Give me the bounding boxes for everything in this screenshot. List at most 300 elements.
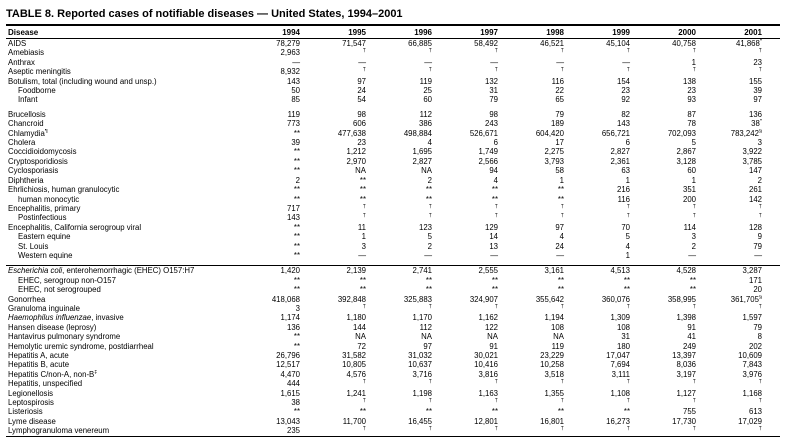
value-cell: 1,398 — [676, 313, 696, 323]
value-cell: 355,642 — [535, 294, 564, 304]
value-cell: 97 — [555, 222, 564, 232]
value-cell: 10,258 — [540, 360, 564, 370]
value-cell: 2 — [691, 241, 696, 251]
value-cell: 8,932 — [280, 67, 300, 77]
disease-cell: Brucellosis — [8, 109, 46, 119]
value-cell: † — [758, 426, 762, 432]
header-row — [6, 26, 780, 39]
disease-cell: Hantavirus pulmonary syndrome — [8, 332, 121, 342]
value-cell: 63 — [621, 166, 630, 176]
value-cell: 10,805 — [342, 360, 366, 370]
value-cell: 1,241 — [346, 388, 366, 398]
value-cell: † — [758, 398, 762, 404]
value-cell: 31,032 — [408, 351, 432, 360]
value-cell: 1,355 — [544, 388, 564, 398]
table-row — [6, 195, 780, 204]
value-cell: 2,963 — [280, 48, 300, 58]
value-cell: ** — [293, 250, 300, 260]
disease-cell: Foodborne — [18, 86, 56, 96]
table-row — [6, 86, 780, 95]
value-cell: 5 — [691, 138, 696, 148]
disease-cell: Listeriosis — [8, 407, 43, 417]
value-cell: 40,758 — [672, 39, 696, 48]
value-cell: 46,521 — [540, 39, 564, 48]
value-cell: † — [494, 203, 498, 210]
value-cell: ** — [491, 407, 498, 417]
value-cell: † — [626, 67, 630, 73]
value-cell: 2,275 — [544, 147, 564, 157]
value-cell: ** — [557, 185, 564, 195]
value-cell: 3,793 — [544, 156, 564, 166]
value-cell: ** — [623, 285, 630, 295]
value-cell: ** — [491, 185, 498, 195]
disease-cell: Eastern equine — [18, 232, 71, 242]
table-row — [6, 119, 780, 128]
value-cell: † — [428, 213, 432, 219]
value-cell: 216 — [616, 185, 630, 195]
value-cell: — — [688, 250, 696, 260]
disease-cell: Diphtheria — [8, 175, 44, 185]
value-cell: 1,127 — [676, 388, 696, 398]
value-cell: NA — [487, 332, 498, 342]
value-cell: † — [362, 398, 366, 404]
disease-cell: Leptospirosis — [8, 398, 54, 408]
table-row — [6, 426, 780, 436]
value-cell: † — [494, 379, 498, 385]
value-cell: 202 — [748, 341, 762, 351]
value-cell: 10,416 — [474, 360, 498, 370]
table-row — [6, 166, 780, 175]
value-cell: 3,922 — [742, 147, 762, 157]
value-cell: 4,513 — [582, 266, 648, 276]
value-cell: 112 — [419, 109, 432, 119]
disease-cell: Cholera — [8, 138, 36, 148]
disease-cell: Lymphogranuloma venereum — [8, 426, 110, 436]
value-cell: 13 — [489, 241, 498, 251]
value-cell: 2 — [295, 175, 300, 185]
value-cell: 119 — [551, 341, 564, 351]
disease-cell: Coccidioidomycosis — [8, 147, 77, 157]
value-cell: † — [692, 426, 696, 432]
value-cell: 136 — [748, 109, 762, 119]
value-cell: 143 — [286, 213, 300, 223]
value-cell: 4 — [559, 232, 564, 242]
value-cell: ** — [623, 275, 630, 285]
disease-cell: Postinfectious — [18, 213, 67, 223]
value-cell: 147 — [748, 166, 762, 176]
table-row — [6, 95, 780, 104]
value-cell: ** — [293, 185, 300, 195]
value-cell: 11,700 — [342, 416, 366, 426]
value-cell: 3 — [361, 241, 366, 251]
value-cell: — — [622, 57, 630, 67]
value-cell: 604,420 — [535, 128, 564, 138]
value-cell: ** — [557, 407, 564, 417]
value-cell: 155 — [748, 76, 762, 86]
value-cell: 38* — [751, 119, 762, 129]
value-cell: † — [494, 213, 498, 219]
value-cell: 79 — [555, 109, 564, 119]
value-cell: 16,455 — [408, 416, 432, 426]
value-cell: † — [758, 213, 762, 219]
value-cell: † — [758, 48, 762, 54]
value-cell: 351 — [682, 185, 696, 195]
value-cell: 25 — [423, 86, 432, 96]
value-cell: 1,615 — [280, 388, 300, 398]
value-cell: 2,827 — [610, 147, 630, 157]
disease-cell: Anthrax — [8, 57, 35, 67]
table-row — [6, 389, 780, 398]
value-cell: ** — [293, 341, 300, 351]
value-cell: 132 — [484, 76, 498, 86]
value-cell: 324,907 — [469, 294, 498, 304]
value-cell: 13,043 — [276, 416, 300, 426]
value-cell: 136 — [286, 322, 300, 332]
value-cell: † — [494, 303, 498, 310]
value-cell: 79 — [753, 241, 762, 251]
value-cell: 142 — [748, 194, 762, 204]
value-cell: † — [428, 303, 432, 310]
value-cell: 243 — [484, 119, 498, 129]
value-cell: 23 — [621, 86, 630, 96]
value-cell: 12,801 — [474, 416, 498, 426]
year-column-header: 1994 — [252, 26, 318, 39]
value-cell: 143 — [286, 76, 300, 86]
value-cell: 31,582 — [342, 351, 366, 360]
value-cell: 24 — [555, 241, 564, 251]
value-cell: † — [428, 48, 432, 54]
value-cell: 79 — [489, 95, 498, 105]
value-cell: 171 — [748, 275, 762, 285]
value-cell: 8 — [757, 332, 762, 342]
value-cell: 4 — [427, 138, 432, 148]
value-cell: ** — [425, 285, 432, 295]
value-cell: 98 — [357, 109, 366, 119]
table-row — [6, 77, 780, 86]
table-row — [6, 213, 780, 222]
value-cell: 45,104 — [606, 39, 630, 48]
value-cell: 11 — [357, 222, 366, 232]
value-cell: 4 — [625, 241, 630, 251]
value-cell: 4,528 — [648, 266, 714, 276]
value-cell: 97 — [357, 76, 366, 86]
value-cell: 2 — [427, 241, 432, 251]
disease-cell: Encephalitis, California serogroup viral — [8, 222, 142, 232]
value-cell: † — [362, 213, 366, 219]
value-cell: 97 — [423, 341, 432, 351]
value-cell: ** — [425, 185, 432, 195]
value-cell: 119 — [287, 109, 300, 119]
value-cell: 2 — [427, 175, 432, 185]
disease-cell: Hepatitis A, acute — [8, 351, 69, 360]
value-cell: 755 — [682, 407, 696, 417]
year-column-header: 2000 — [648, 26, 714, 39]
value-cell: 94 — [489, 166, 498, 176]
value-cell: 82 — [621, 109, 630, 119]
value-cell: 39 — [753, 86, 762, 96]
value-cell: † — [560, 67, 564, 73]
value-cell: 7,694 — [610, 360, 630, 370]
value-cell: 70 — [621, 222, 630, 232]
value-cell: † — [560, 48, 564, 54]
value-cell: 38 — [291, 398, 300, 408]
value-cell: 154 — [616, 76, 630, 86]
value-cell: 30,021 — [474, 351, 498, 360]
table-row — [6, 251, 780, 260]
table-row — [6, 129, 780, 138]
value-cell: † — [494, 67, 498, 73]
value-cell: 361,705§ — [730, 294, 762, 304]
value-cell: 92 — [621, 95, 630, 105]
table-row — [6, 232, 780, 241]
disease-cell: Chancroid — [8, 119, 44, 129]
value-cell: 1 — [625, 250, 630, 260]
value-cell: 1,309 — [610, 313, 630, 323]
year-column-header: 1997 — [450, 26, 516, 39]
value-cell: 144 — [352, 322, 366, 332]
value-cell: 360,076 — [601, 294, 630, 304]
value-cell: † — [560, 426, 564, 432]
value-cell: ** — [293, 222, 300, 232]
value-cell: † — [626, 379, 630, 385]
value-cell: — — [556, 57, 564, 67]
value-cell: † — [362, 426, 366, 432]
value-cell: 91 — [489, 341, 498, 351]
value-cell: 16,273 — [606, 416, 630, 426]
value-cell: † — [560, 379, 564, 385]
value-cell: 4,470 — [280, 369, 300, 379]
value-cell: 97 — [753, 95, 762, 105]
value-cell: 3,976 — [742, 369, 762, 379]
value-cell: 358,995 — [667, 294, 696, 304]
value-cell: 122 — [484, 322, 498, 332]
value-cell: † — [428, 398, 432, 404]
table-row — [6, 266, 780, 276]
value-cell: — — [490, 57, 498, 67]
value-cell: ** — [491, 285, 498, 295]
value-cell: NA — [355, 332, 366, 342]
value-cell: 114 — [683, 222, 696, 232]
value-cell: ** — [359, 285, 366, 295]
value-cell: ** — [623, 407, 630, 417]
table-row — [6, 276, 780, 285]
value-cell: 3,785 — [742, 156, 762, 166]
value-cell: † — [494, 48, 498, 54]
value-cell: 58 — [555, 166, 564, 176]
value-cell: 138 — [682, 76, 696, 86]
value-cell: 3,161 — [516, 266, 582, 276]
disease-cell: Encephalitis, primary — [8, 203, 81, 213]
value-cell: 702,093 — [667, 128, 696, 138]
value-cell: 2,139 — [318, 266, 384, 276]
value-cell: 24 — [357, 86, 366, 96]
year-column-header: 1999 — [582, 26, 648, 39]
value-cell: ** — [557, 194, 564, 204]
value-cell: ** — [359, 185, 366, 195]
value-cell: 1 — [559, 175, 564, 185]
table-row — [6, 323, 780, 332]
value-cell: 3,287 — [714, 266, 780, 276]
value-cell: 249 — [682, 341, 696, 351]
value-cell: 526,671 — [469, 128, 498, 138]
value-cell: 14 — [489, 232, 498, 242]
value-cell: † — [494, 426, 498, 432]
value-cell: 189 — [550, 119, 564, 129]
value-cell: † — [626, 203, 630, 210]
value-cell: 1 — [361, 232, 366, 242]
value-cell: † — [758, 379, 762, 385]
value-cell: NA — [421, 332, 432, 342]
value-cell: ** — [293, 128, 300, 138]
value-cell: ** — [359, 175, 366, 185]
value-cell: 50 — [291, 86, 300, 96]
disease-cell: EHEC, not serogrouped — [18, 285, 101, 295]
value-cell: 13,397 — [672, 351, 696, 360]
value-cell: — — [358, 250, 366, 260]
value-cell: † — [692, 398, 696, 404]
value-cell: 1,168 — [742, 388, 762, 398]
value-cell: 1,749 — [478, 147, 498, 157]
value-cell: 6 — [625, 138, 630, 148]
value-cell: 10,637 — [408, 360, 432, 370]
value-cell: 23 — [357, 138, 366, 148]
value-cell: ** — [293, 275, 300, 285]
value-cell: 1,194 — [544, 313, 564, 323]
value-cell: 23 — [753, 57, 762, 67]
disease-cell: St. Louis — [18, 241, 49, 251]
disease-cell: Granuloma inguinale — [8, 303, 80, 313]
value-cell: 4,576 — [346, 369, 366, 379]
value-cell: 31 — [489, 86, 498, 96]
value-cell: 2,361 — [610, 156, 630, 166]
table-row — [6, 332, 780, 341]
disease-cell: Infant — [18, 95, 38, 105]
value-cell: 20 — [753, 285, 762, 295]
value-cell: † — [626, 426, 630, 432]
table-row — [6, 370, 780, 379]
value-cell: ** — [491, 194, 498, 204]
value-cell: 1,597 — [742, 313, 762, 323]
value-cell: 116 — [617, 194, 630, 204]
value-cell: 4 — [493, 175, 498, 185]
value-cell: 1,212 — [346, 147, 366, 157]
value-cell: 1 — [691, 175, 696, 185]
table-row — [6, 407, 780, 416]
value-cell: ** — [293, 241, 300, 251]
value-cell: 783,242§ — [730, 128, 762, 138]
value-cell: † — [692, 203, 696, 210]
table-row — [6, 379, 780, 388]
value-cell: 143 — [616, 119, 630, 129]
value-cell: † — [362, 379, 366, 385]
value-cell: 2,970 — [346, 156, 366, 166]
value-cell: 129 — [484, 222, 498, 232]
value-cell: NA — [421, 166, 432, 176]
value-cell: 1 — [625, 175, 630, 185]
disease-cell: Gonorrhea — [8, 294, 46, 304]
value-cell: 128 — [748, 222, 762, 232]
value-cell: 54 — [357, 95, 366, 105]
value-cell: 2,555 — [450, 266, 516, 276]
value-cell: 71,547 — [342, 39, 366, 48]
value-cell: ** — [425, 275, 432, 285]
value-cell: 60 — [423, 95, 432, 105]
value-cell: 26,796 — [276, 351, 300, 360]
value-cell: 392,848 — [337, 294, 366, 304]
disease-cell: human monocytic — [18, 194, 80, 204]
value-cell: 498,884 — [403, 128, 432, 138]
disease-cell: Legionellosis — [8, 388, 54, 398]
value-cell: † — [626, 213, 630, 219]
value-cell: † — [626, 303, 630, 310]
value-cell: † — [560, 303, 564, 310]
table-row — [6, 185, 780, 194]
value-cell: ** — [293, 156, 300, 166]
value-cell: 41,868* — [736, 38, 762, 48]
value-cell: ** — [293, 332, 300, 342]
value-cell: 7,843 — [742, 360, 762, 370]
value-cell: 23,229 — [540, 351, 564, 360]
value-cell: 23 — [687, 86, 696, 96]
value-cell: 79 — [753, 322, 762, 332]
value-cell: † — [692, 48, 696, 54]
value-cell: ** — [293, 166, 300, 176]
value-cell: ** — [689, 275, 696, 285]
value-cell: ** — [293, 147, 300, 157]
value-cell: 3,197 — [676, 369, 696, 379]
value-cell: 3,716 — [412, 369, 432, 379]
value-cell: 41 — [687, 332, 696, 342]
value-cell: 3,111 — [611, 369, 630, 379]
value-cell: 1,162 — [478, 313, 498, 323]
disease-cell: Chlamydia¶ — [8, 128, 48, 138]
value-cell: 119 — [419, 76, 432, 86]
value-cell: NA — [355, 166, 366, 176]
value-cell: 613 — [748, 407, 762, 417]
value-cell: ** — [359, 194, 366, 204]
table-body — [6, 39, 780, 437]
value-cell: 1 — [691, 57, 696, 67]
value-cell: — — [424, 250, 432, 260]
value-cell: 1,174 — [280, 313, 300, 323]
value-cell: ** — [491, 275, 498, 285]
value-cell: 39 — [291, 138, 300, 148]
value-cell: 6 — [493, 138, 498, 148]
disease-cell: Hansen disease (leprosy) — [8, 322, 97, 332]
table-row — [6, 67, 780, 76]
disease-cell: Amebiasis — [8, 48, 44, 58]
disease-cell: Hemolytic uremic syndrome, postdiarrheal — [8, 341, 154, 351]
disease-cell: Hepatitis, unspecified — [8, 379, 83, 389]
value-cell: 2,566 — [478, 156, 498, 166]
value-cell: 58,492 — [474, 39, 498, 48]
value-cell: 17,730 — [672, 416, 696, 426]
value-cell: ** — [293, 407, 300, 417]
value-cell: 10,609 — [738, 351, 762, 360]
value-cell: 123 — [418, 222, 432, 232]
value-cell: — — [556, 250, 564, 260]
table-title: TABLE 8. Reported cases of notifiable diseases — United States, 1994–2001 — [6, 8, 403, 20]
value-cell: † — [362, 303, 366, 310]
disease-cell: Hepatitis C/non-A, non-B‡ — [8, 369, 98, 379]
table-row — [6, 204, 780, 213]
disease-cell: Cryptosporidiosis — [8, 156, 68, 166]
value-cell: 418,068 — [271, 294, 300, 304]
value-cell: † — [758, 303, 762, 310]
value-cell: NA — [553, 332, 564, 342]
value-cell: 1,170 — [412, 313, 432, 323]
value-cell: ** — [359, 407, 366, 417]
